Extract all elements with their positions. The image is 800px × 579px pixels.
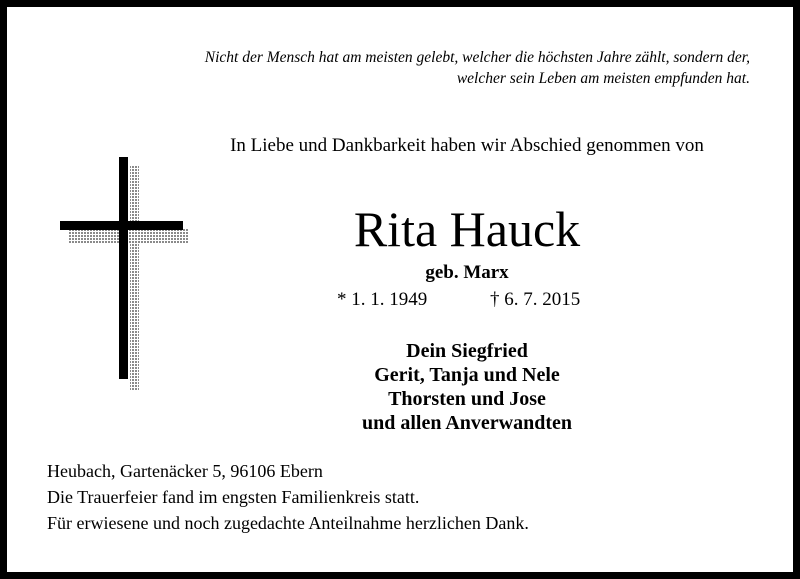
thanks-note: Für erwiesene und noch zugedachte Anteilnahme herzlichen Dank. [47, 513, 529, 533]
mourner-line: Gerit, Tanja und Nele [374, 364, 560, 386]
funeral-note: Die Trauerfeier fand im engsten Familienkreis statt. [47, 487, 420, 507]
intro-text: In Liebe und Dankbarkeit haben wir Abschied genommen von [230, 135, 704, 156]
mourner-line: und allen Anverwandten [361, 412, 573, 434]
address: Heubach, Gartenäcker 5, 96106 Ebern [47, 461, 323, 481]
quote [100, 47, 750, 89]
deceased-name: Rita Hauck [353, 201, 581, 257]
birth-date: * 1. 1. 1949 [337, 289, 428, 310]
quote-line-1: Nicht der Mensch hat am meisten gelebt, welcher die höchsten Jahre zählt, sondern der, [204, 49, 750, 66]
mourners-list [7, 339, 800, 435]
mourner-line: Dein Siegfried [406, 340, 528, 362]
birth-name: geb. Marx [425, 262, 509, 283]
death-date: † 6. 7. 2015 [490, 289, 581, 310]
mourner-line: Thorsten und Jose [388, 388, 546, 410]
quote-line-2: welcher sein Leben am meisten empfunden hat. [456, 70, 750, 87]
footer-notes [47, 458, 529, 536]
